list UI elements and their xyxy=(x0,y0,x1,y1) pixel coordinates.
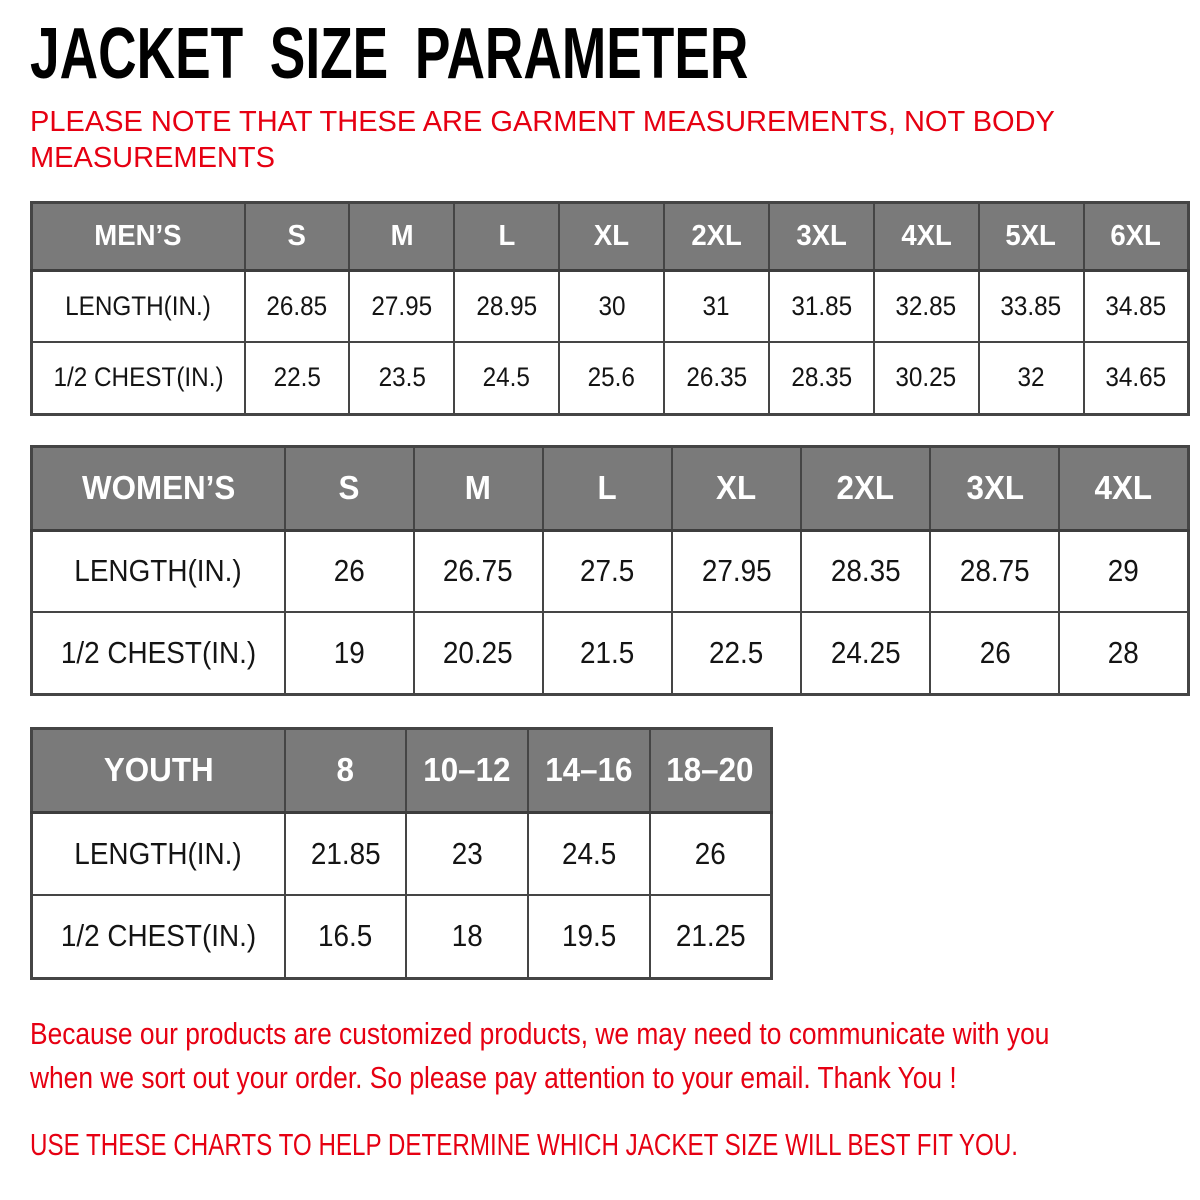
youth-value: 16.5 xyxy=(318,918,373,954)
womens-size-header-cell xyxy=(801,446,930,530)
mens-size-label: 4XL xyxy=(900,219,952,252)
youth-size-label: 10–12 xyxy=(423,751,511,788)
womens-value: 28 xyxy=(1108,634,1140,670)
mens-value-cell xyxy=(979,270,1084,342)
mens-value: 34.85 xyxy=(1105,290,1167,321)
youth-size-label: 18–20 xyxy=(666,751,754,788)
mens-size-header-cell xyxy=(979,202,1084,270)
womens-value-cell xyxy=(1059,612,1188,694)
womens-value: 22.5 xyxy=(709,634,764,670)
mens-value-cell xyxy=(664,270,769,342)
womens-value: 28.35 xyxy=(830,553,901,589)
womens-size-label: S xyxy=(338,469,360,506)
mens-value-cell xyxy=(874,270,979,342)
mens-size-header-cell xyxy=(454,202,559,270)
youth-size-header-cell xyxy=(285,728,407,812)
womens-size-header-cell xyxy=(543,446,672,530)
mens-data-row xyxy=(32,270,1189,342)
womens-row-label: 1/2 CHEST(IN.) xyxy=(60,634,256,670)
womens-value-cell xyxy=(285,612,414,694)
womens-value-cell xyxy=(543,612,672,694)
mens-size-header-cell xyxy=(1084,202,1189,270)
womens-row-label-cell xyxy=(32,612,285,694)
youth-header-row xyxy=(32,728,772,812)
mens-size-label: 5XL xyxy=(1005,219,1057,252)
womens-size-label: L xyxy=(597,469,617,506)
mens-size-table xyxy=(30,201,1190,416)
mens-value-cell xyxy=(454,342,559,414)
youth-size-header-cell xyxy=(406,728,528,812)
youth-value: 18 xyxy=(451,918,483,954)
womens-value: 26 xyxy=(333,553,365,589)
womens-value-cell xyxy=(801,530,930,612)
youth-value: 23 xyxy=(451,835,483,871)
womens-value-cell xyxy=(1059,530,1188,612)
mens-size-label: XL xyxy=(593,219,630,252)
youth-row-label-cell xyxy=(32,812,285,895)
womens-value: 19 xyxy=(333,634,365,670)
womens-row-label-cell xyxy=(32,530,285,612)
youth-value: 26 xyxy=(694,835,726,871)
mens-size-header-cell xyxy=(349,202,454,270)
womens-value: 24.25 xyxy=(830,634,901,670)
womens-value: 21.5 xyxy=(580,634,635,670)
womens-value-cell xyxy=(414,530,543,612)
mens-value: 22.5 xyxy=(273,362,321,393)
youth-size-table xyxy=(30,727,773,980)
youth-size-header-cell xyxy=(650,728,772,812)
mens-value: 27.95 xyxy=(371,290,433,321)
youth-row-label-cell xyxy=(32,895,285,978)
mens-value: 31 xyxy=(702,290,730,321)
mens-value: 32.85 xyxy=(895,290,957,321)
mens-value-cell xyxy=(664,342,769,414)
mens-size-label: M xyxy=(390,219,414,252)
womens-data-row xyxy=(32,530,1189,612)
mens-value: 26.35 xyxy=(686,362,747,393)
mens-table-title-cell xyxy=(32,202,245,270)
mens-value-cell xyxy=(874,342,979,414)
youth-value-cell xyxy=(528,812,650,895)
youth-value-cell xyxy=(285,895,407,978)
womens-size-label: XL xyxy=(716,469,757,506)
womens-table-title-cell xyxy=(32,446,285,530)
customization-notice-line-1: Because our products are customized products, we may need to communicate with you xyxy=(30,1015,1050,1051)
youth-size-label: 14–16 xyxy=(545,751,633,788)
mens-size-label: S xyxy=(287,219,307,252)
mens-size-label: 2XL xyxy=(691,219,742,252)
womens-value: 28.75 xyxy=(959,553,1030,589)
youth-value: 24.5 xyxy=(561,835,617,871)
mens-value: 26.85 xyxy=(266,290,328,321)
youth-value: 19.5 xyxy=(561,918,617,954)
mens-row-label: LENGTH(IN.) xyxy=(65,290,212,321)
mens-value: 28.95 xyxy=(476,290,538,321)
womens-table-title: WOMEN’S xyxy=(81,469,235,506)
youth-value: 21.85 xyxy=(310,835,381,871)
womens-row-label: LENGTH(IN.) xyxy=(74,553,242,589)
mens-size-label: L xyxy=(498,219,516,252)
mens-size-header-cell xyxy=(874,202,979,270)
mens-value-cell xyxy=(1084,342,1189,414)
mens-value-cell xyxy=(349,342,454,414)
mens-value-cell xyxy=(454,270,559,342)
youth-size-label: 8 xyxy=(336,751,355,788)
womens-value: 27.5 xyxy=(580,553,635,589)
youth-value-cell xyxy=(406,895,528,978)
mens-header-row xyxy=(32,202,1189,270)
page-title: JACKET SIZE PARAMETER xyxy=(30,14,749,94)
note-line-2: MEASUREMENTS xyxy=(30,142,275,175)
youth-value-cell xyxy=(528,895,650,978)
mens-value: 32 xyxy=(1017,362,1045,393)
youth-size-header-cell xyxy=(528,728,650,812)
womens-size-label: 3XL xyxy=(966,469,1024,506)
mens-table-title: MEN’S xyxy=(94,219,182,252)
mens-value: 25.6 xyxy=(587,362,636,393)
customization-notice-line-2: when we sort out your order. So please pay attention to your email. Thank You ! xyxy=(30,1060,957,1096)
mens-value: 30.25 xyxy=(895,362,957,393)
womens-size-label: 4XL xyxy=(1094,469,1153,506)
customization-notice xyxy=(30,1012,1200,1102)
womens-size-label: M xyxy=(465,469,492,506)
womens-size-header-cell xyxy=(930,446,1059,530)
womens-data-row xyxy=(32,612,1189,694)
youth-table-title-cell xyxy=(32,728,285,812)
youth-row-label: 1/2 CHEST(IN.) xyxy=(60,918,256,954)
womens-value: 27.95 xyxy=(701,553,772,589)
mens-value: 33.85 xyxy=(1000,290,1062,321)
mens-row-label: 1/2 CHEST(IN.) xyxy=(53,362,224,393)
mens-value-cell xyxy=(769,342,874,414)
mens-size-label: 6XL xyxy=(1110,219,1162,252)
mens-value-cell xyxy=(245,342,350,414)
mens-value: 28.35 xyxy=(790,362,852,393)
mens-value: 30 xyxy=(598,290,626,321)
womens-size-header-cell xyxy=(285,446,414,530)
womens-size-header-cell xyxy=(1059,446,1188,530)
mens-size-label: 3XL xyxy=(796,219,847,252)
youth-data-row xyxy=(32,895,772,978)
mens-data-row xyxy=(32,342,1189,414)
womens-value: 29 xyxy=(1108,553,1140,589)
jacket-size-chart-page xyxy=(0,14,1200,1200)
mens-size-header-cell xyxy=(559,202,664,270)
womens-value: 26.75 xyxy=(443,553,514,589)
youth-value-cell xyxy=(406,812,528,895)
womens-value-cell xyxy=(543,530,672,612)
womens-size-table xyxy=(30,445,1190,696)
womens-value-cell xyxy=(930,530,1059,612)
mens-value-cell xyxy=(559,342,664,414)
garment-measurement-note xyxy=(30,104,1200,177)
mens-size-header-cell xyxy=(769,202,874,270)
youth-value-cell xyxy=(650,812,772,895)
womens-value-cell xyxy=(672,612,801,694)
womens-value-cell xyxy=(801,612,930,694)
mens-value-cell xyxy=(979,342,1084,414)
womens-header-row xyxy=(32,446,1189,530)
mens-row-label-cell xyxy=(32,342,245,414)
mens-value: 23.5 xyxy=(378,362,426,393)
womens-value-cell xyxy=(414,612,543,694)
mens-row-label-cell xyxy=(32,270,245,342)
mens-value-cell xyxy=(769,270,874,342)
youth-table-title: YOUTH xyxy=(103,751,214,788)
mens-value-cell xyxy=(559,270,664,342)
womens-size-header-cell xyxy=(672,446,801,530)
womens-size-header-cell xyxy=(414,446,543,530)
mens-size-header-cell xyxy=(664,202,769,270)
mens-size-header-cell xyxy=(245,202,350,270)
charts-usage-tip: USE THESE CHARTS TO HELP DETERMINE WHICH JACKET SIZE WILL BEST FIT YOU. xyxy=(30,1127,1019,1163)
womens-value: 26 xyxy=(979,634,1011,670)
womens-size-label: 2XL xyxy=(836,469,895,506)
youth-value: 21.25 xyxy=(675,918,746,954)
mens-value-cell xyxy=(1084,270,1189,342)
youth-row-label: LENGTH(IN.) xyxy=(74,835,242,871)
mens-value-cell xyxy=(245,270,350,342)
mens-value: 31.85 xyxy=(790,290,852,321)
mens-value-cell xyxy=(349,270,454,342)
youth-value-cell xyxy=(285,812,407,895)
womens-value-cell xyxy=(930,612,1059,694)
womens-value-cell xyxy=(285,530,414,612)
youth-value-cell xyxy=(650,895,772,978)
youth-data-row xyxy=(32,812,772,895)
womens-value-cell xyxy=(672,530,801,612)
mens-value: 34.65 xyxy=(1105,362,1167,393)
mens-value: 24.5 xyxy=(483,362,531,393)
womens-value: 20.25 xyxy=(443,634,514,670)
note-line-1: PLEASE NOTE THAT THESE ARE GARMENT MEASUREMENTS, NOT BODY xyxy=(30,106,1055,138)
